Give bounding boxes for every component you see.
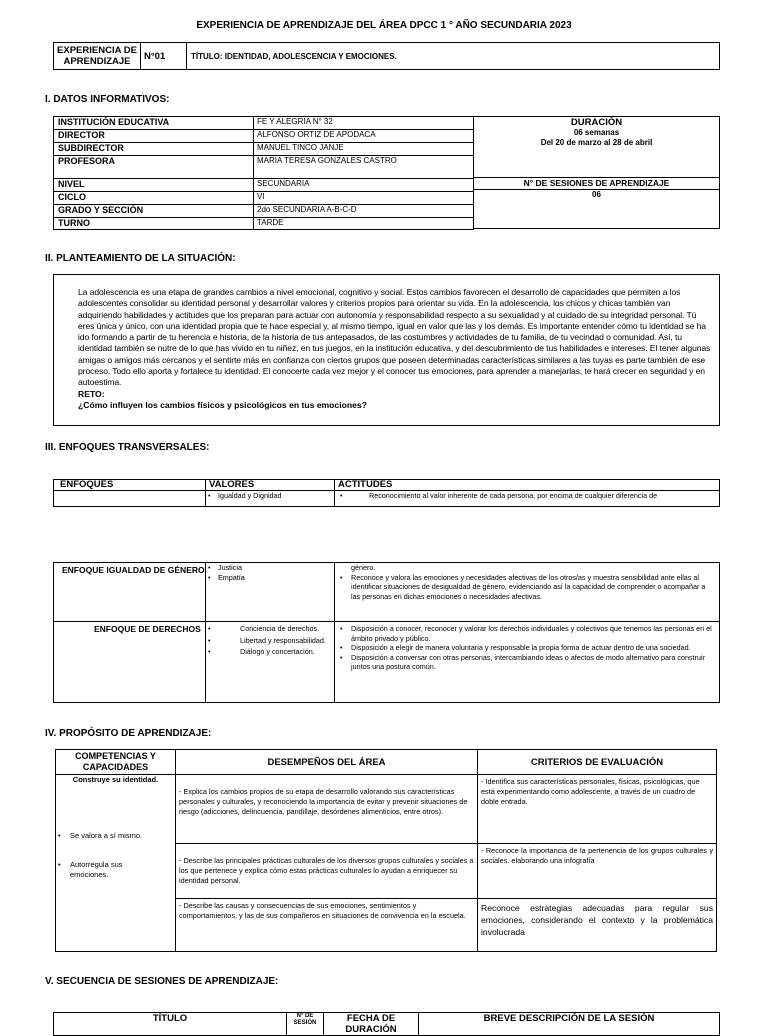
derechos-actitudes — [335, 622, 720, 703]
datos-label: GRADO Y SECCIÓN — [54, 205, 254, 218]
situacion-text: La adolescencia es una etapa de grandes cambios a nivel emocional, cognitivo y social. Estos cambios favorecen el desarrollo de capacidades que permiten a los adolescentes consolidar su identidad personal y desarrollar valores y criterios propios para orientar su vida. En la adolescencia, los chicos y chicas también van adquiriendo habilidades y actitudes que los preparan para actuar con autonomía y responsabilidad respecto a su sexualidad y al cuidado de su integridad personal. Tú eres única y único, con una identidad propia que te hace especial y, al mismo tiempo, igual en valor que las y los demás. Es importante entender cómo tu identidad se ha ido formando a partir de tu herencia e historia, de la historia de tus antepasados, de las costumbres y actividades de tu familia, de tu vecindad o comunidad. Así, tu identidad también se nutre de lo que has vivido en tu niñez, en tus juegos, en la institución educativa, y del descubrimiento de tus habilidades e intereses. El tener algunas amigas o amigos más cercanos y el sentirte más en confianza con ciertos grupos que poseen determinadas características similares a las tuyas es parte también de ese proceso. Todo ello aporta y fortalece tu identidad. El conocerte cada vez mejor y el conocer tus emociones, para aprender a manejarlas, te hará crecer en seguridad y en autoestima. — [78, 287, 711, 388]
secuencia-table — [53, 1012, 720, 1036]
valor-item: • Justicia — [206, 563, 334, 573]
datos-label: CICLO — [54, 192, 254, 205]
duracion-dates: Del 20 de marzo al 28 de abril — [540, 138, 653, 147]
fecha-header: FECHA DE DURACIÓN — [324, 1013, 419, 1036]
datos-left-table — [53, 116, 474, 230]
valor-cell — [206, 491, 335, 507]
proposito-table — [55, 749, 717, 952]
datos-label: NIVEL — [54, 179, 254, 192]
valor-item: • Diálogo y concertación. — [206, 647, 334, 657]
datos-value: MANUEL TINCO JANJE — [254, 143, 474, 156]
experience-number: N°01 — [141, 43, 187, 70]
datos-table — [53, 116, 720, 229]
sesion-header: N° DE SESIÓN — [287, 1013, 324, 1036]
actitud-cell — [335, 491, 720, 507]
datos-value: ALFONSO ORTIZ DE APODACA — [254, 130, 474, 143]
criterios-header: CRITERIOS DE EVALUACIÓN — [478, 750, 717, 775]
sesiones-label: N° DE SESIONES DE APRENDIZAJE — [474, 178, 719, 190]
enfoque-genero: ENFOQUE IGUALDAD DE GÉNERO — [54, 563, 206, 622]
valor-item: • Igualdad y Dignidad — [206, 491, 334, 501]
experience-label: EXPERIENCIA DE APRENDIZAJE — [54, 43, 141, 70]
experience-header-box — [53, 42, 720, 70]
valor-item: • Empatía — [206, 573, 334, 583]
situacion-box — [53, 274, 720, 426]
datos-value: 2do SECUNDARIA A-B-C-D — [254, 205, 474, 218]
section-title-secuencia: V. SECUENCIA DE SESIONES DE APRENDIZAJE: — [45, 976, 279, 987]
competencia-name: Construye su identidad. — [72, 775, 159, 784]
enfoque-derechos: ENFOQUE DE DERECHOS — [54, 622, 206, 703]
datos-label: TURNO — [54, 218, 254, 230]
duracion-label: DURACIÓN — [570, 117, 623, 128]
datos-value: FE Y ALEGRIA N° 32 — [254, 117, 474, 130]
genero-valores — [206, 563, 335, 622]
section-title-datos: I. DATOS INFORMATIVOS: — [45, 94, 170, 105]
desempenos-header: DESEMPEÑOS DEL ÁREA — [176, 750, 478, 775]
enfoques-header: ENFOQUES — [54, 480, 206, 491]
genero-actitudes — [335, 563, 720, 622]
actitud-item: • Disposición a conversar con otras personas, intercambiando ideas o afectos de modo alternativo para construir juntos una postura común. — [335, 653, 716, 672]
desempeno-cell: - Explica los cambios propios de su etapa de desarrollo valorando sus características personales y culturales, y reconociendo la importancia de evitar y prevenir situaciones de riesgo (adicciones, delincuencia, pandillaje, desórdenes alimenticios, entre otros). — [176, 775, 478, 844]
section-title-proposito: IV. PROPÓSITO DE APRENDIZAJE: — [45, 728, 212, 739]
titulo-header: TÍTULO — [54, 1013, 287, 1036]
competencias-header: COMPETENCIAS Y CAPACIDADES — [56, 750, 176, 775]
datos-label: INSTITUCIÓN EDUCATIVA — [54, 117, 254, 130]
enfoques-table — [53, 479, 720, 507]
valores-header: VALORES — [206, 480, 335, 491]
sesiones-box — [473, 177, 720, 229]
actitud-item: • Disposición a elegir de manera voluntaria y responsable la propia forma de actuar dentro de una sociedad. — [335, 643, 716, 653]
descripcion-header: BREVE DESCRIPCIÓN DE LA SESIÓN — [419, 1013, 720, 1036]
derechos-valores — [206, 622, 335, 703]
datos-label: PROFESORA — [54, 156, 254, 179]
reto-label: RETO: — [78, 388, 105, 399]
experience-title: TÍTULO: IDENTIDAD, ADOLESCENCIA Y EMOCIONES. — [187, 43, 720, 70]
datos-value: SECUNDARIA — [254, 179, 474, 192]
duracion-value: 06 semanas — [573, 128, 620, 137]
capacidad-item: • Autorregula sus emociones. — [56, 860, 136, 879]
capacidad-item: • Se valora a sí mismo. — [56, 831, 175, 841]
actitud-item: • Disposición a conocer, reconocer y valorar los derechos individuales y colectivos que tenemos las personas en el ámbito privado y público. — [335, 624, 716, 643]
criterio-cell: - Reconoce la importancia de la pertenencia de los grupos culturales y sociales. elaborando una infografía — [478, 844, 717, 899]
datos-value: MARIA TERESA GONZALES CASTRO — [254, 156, 474, 179]
enfoque-empty-cell — [54, 491, 206, 507]
sesiones-value: 06 — [592, 190, 601, 199]
actitudes-header: ACTITUDES — [335, 480, 720, 491]
datos-value: TARDE — [254, 218, 474, 230]
document-title: EXPERIENCIA DE APRENDIZAJE DEL ÁREA DPCC 1 ° AÑO SECUNDARIA 2023 — [196, 20, 572, 31]
duracion-box — [473, 116, 720, 178]
criterio-cell: - Identifica sus características personales, físicas, psicológicas, que está experimentando como adolescente, a través de un cuadro de doble entrada. — [478, 775, 717, 844]
criterio-cell: Reconoce estrategias adecuadas para regular sus emociones, considerando el contexto y la problemática involucrada — [478, 899, 717, 952]
enfoques-table-continued — [53, 562, 720, 703]
competencias-cell — [56, 775, 176, 952]
section-title-enfoques: III. ENFOQUES TRANSVERSALES: — [45, 442, 210, 453]
valor-item: • Conciencia de derechos. — [206, 624, 334, 634]
actitud-item: • Reconoce y valora las emociones y necesidades afectivas de los otros/as y muestra sensibilidad ante ellas al identificar situaciones de desigualdad de género, evidenciando así la capacidad de comprender o acompañar a las personas en dichas emociones o necesidades afectivas. — [335, 573, 716, 602]
datos-label: DIRECTOR — [54, 130, 254, 143]
desempeno-cell: - Describe las causas y consecuencias de sus emociones, sentimientos y comportamientos, y las de sus compañeros en situaciones de convivencia en la escuela. — [176, 899, 478, 952]
actitud-continuation: género. — [351, 563, 376, 572]
section-title-situacion: II. PLANTEAMIENTO DE LA SITUACIÓN: — [45, 253, 236, 264]
valor-item: • Libertad y responsabilidad. — [206, 636, 334, 646]
desempeno-cell: - Describe las principales prácticas culturales de los diversos grupos culturales y sociales a los que pertenece y explica cómo estas prácticas culturales lo ayudan a enriquecer su identidad personal. — [176, 844, 478, 899]
reto-question: ¿Cómo influyen los cambios físicos y psicológicos en tus emociones? — [78, 399, 367, 410]
datos-value: VI — [254, 192, 474, 205]
actitud-item: • Reconocimiento al valor inherente de cada persona, por encima de cualquier diferencia de — [335, 491, 719, 501]
datos-label: SUBDIRECTOR — [54, 143, 254, 156]
